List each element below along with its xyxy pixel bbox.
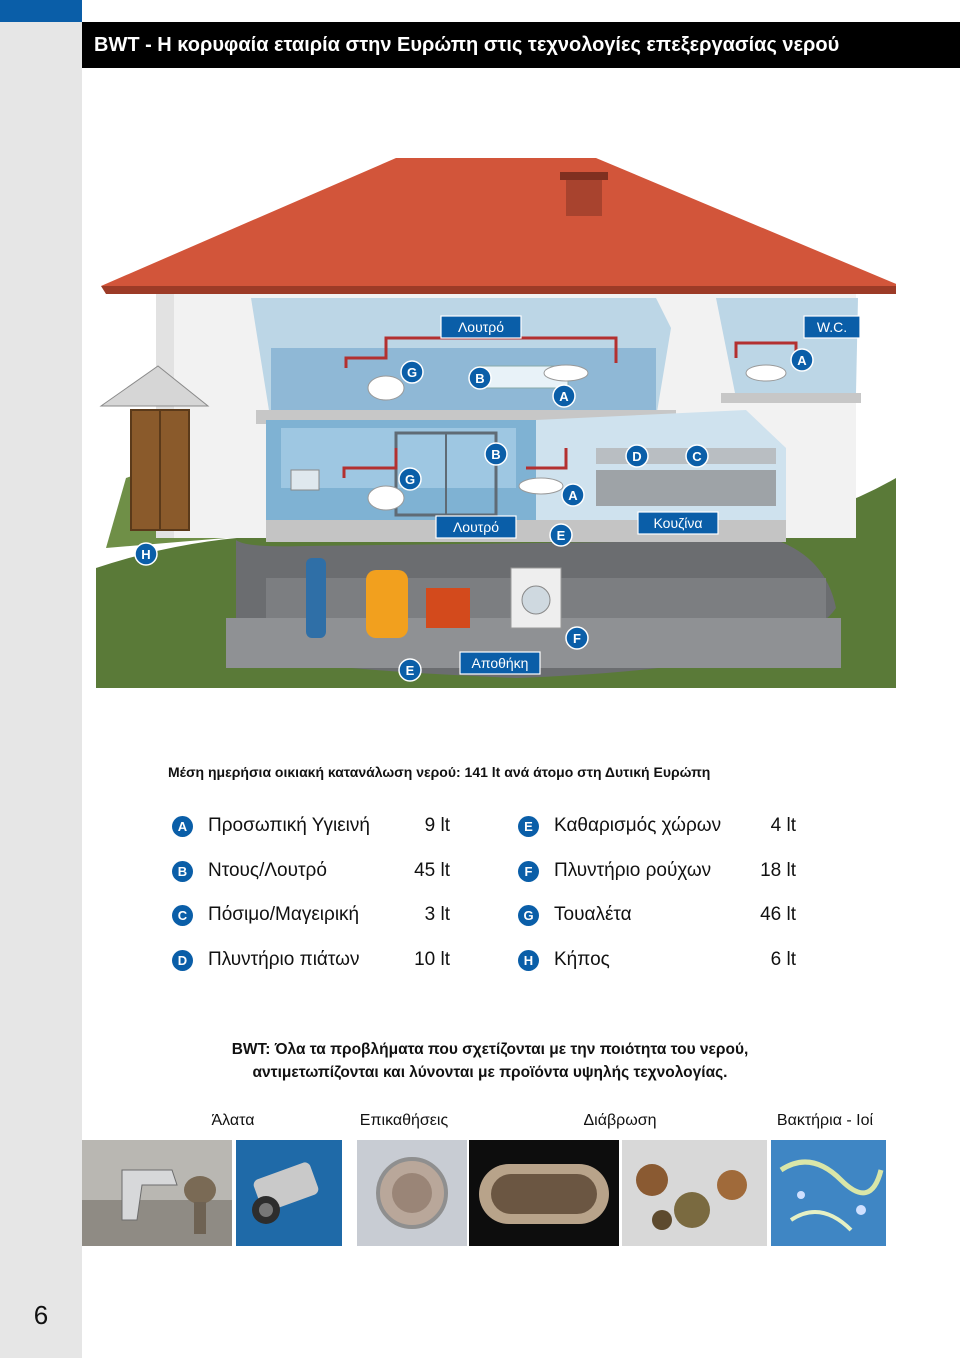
usage-label: Ντους/Λουτρό: [208, 859, 327, 881]
photo-deposits-pipe: [236, 1140, 342, 1246]
photo-scale: [82, 1140, 232, 1246]
marker-a-lower: [562, 484, 584, 506]
svg-text:B: B: [491, 447, 501, 462]
svg-text:A: A: [568, 488, 578, 503]
usage-value: 46 lt: [760, 904, 796, 925]
usage-label: Πόσιμο/Μαγειρική: [208, 904, 360, 925]
sink-lower: [519, 478, 563, 494]
label-wc: [804, 316, 860, 338]
usage-label: Κήπος: [554, 948, 610, 970]
photo-deposits-filter: [357, 1140, 467, 1246]
marker-h: [135, 543, 157, 565]
marker-g-upper: [401, 361, 423, 383]
usage-label: Τουαλέτα: [554, 904, 632, 925]
chimney: [566, 176, 602, 216]
usage-label: Πλυντήριο πιάτων: [208, 948, 360, 970]
boiler: [426, 588, 470, 628]
marker-b-upper: [469, 367, 491, 389]
usage-letter: D: [172, 950, 193, 971]
usage-letter: E: [518, 816, 539, 837]
page-number: 6: [33, 1300, 49, 1330]
usage-value: 10 lt: [414, 948, 450, 970]
usage-letter: H: [518, 950, 539, 971]
tank: [366, 570, 408, 638]
label-kitchen: [638, 512, 718, 534]
side-accent: [0, 0, 82, 22]
svg-text:Λουτρό: Λουτρό: [452, 519, 500, 535]
usage-value: 6 lt: [770, 948, 796, 970]
svg-text:Αποθήκη: Αποθήκη: [471, 655, 529, 671]
svg-text:G: G: [406, 365, 418, 380]
consumption-title: Μέση ημερήσια οικιακή κατανάλωση νερού: 141 lt ανά άτομο στη Δυτική Ευρώπη: [168, 764, 711, 780]
marker-g-lower: [399, 468, 421, 490]
marker-e-kitchen: [550, 524, 572, 546]
usage-value: 3 lt: [424, 904, 450, 925]
usage-value: 18 lt: [760, 859, 796, 881]
gallery-label-bacteria: Βακτήρια - Ιοί: [776, 1112, 874, 1129]
usage-label: Προσωπική Υγιεινή: [208, 815, 370, 836]
svg-text:G: G: [404, 472, 416, 487]
label-storage: [460, 652, 540, 674]
usage-value: 45 lt: [414, 859, 450, 881]
photo-corrosion-fittings: [622, 1140, 767, 1246]
gallery-label-scale: Άλατα: [211, 1112, 255, 1129]
gallery-label-deposits: Επικαθήσεις: [359, 1112, 449, 1129]
svg-text:E: E: [556, 528, 566, 543]
problems-line-2: αντιμετωπίζονται και λύνονται με προϊόντα υψηλής τεχνολογίας.: [252, 1064, 728, 1081]
page-title: BWT - Η κορυφαία εταιρία στην Ευρώπη στις τεχνολογίες επεξεργασίας νερού: [94, 34, 840, 56]
usage-letter: A: [172, 816, 193, 837]
house-illustration: [96, 148, 896, 688]
toilet-upper: [368, 376, 404, 400]
photo-corrosion-pipe: [469, 1140, 619, 1246]
marker-c: [686, 445, 708, 467]
marker-a-wc: [791, 349, 813, 371]
svg-text:H: H: [141, 547, 151, 562]
sink-wc: [746, 365, 786, 381]
label-bath-upper: [441, 316, 521, 338]
usage-letter: G: [518, 905, 539, 926]
usage-value: 9 lt: [424, 815, 450, 836]
usage-value: 4 lt: [770, 815, 796, 836]
svg-text:A: A: [559, 389, 569, 404]
marker-f: [566, 627, 588, 649]
marker-d: [626, 445, 648, 467]
svg-text:B: B: [475, 371, 485, 386]
marker-e-storage: [399, 659, 421, 681]
toilet-lower: [368, 486, 404, 510]
svg-text:W.C.: W.C.: [816, 319, 848, 335]
usage-letter: C: [172, 905, 193, 926]
side-band: [0, 0, 82, 1358]
marker-b-lower: [485, 443, 507, 465]
label-bath-lower: [436, 516, 516, 538]
water-heater: [306, 558, 326, 638]
sink-upper: [544, 365, 588, 381]
svg-text:C: C: [692, 449, 702, 464]
svg-text:D: D: [632, 449, 642, 464]
marker-a-upper: [553, 385, 575, 407]
svg-text:E: E: [405, 663, 415, 678]
usage-label: Καθαρισμός χώρων: [554, 815, 722, 836]
gallery-label-corrosion: Διάβρωση: [583, 1112, 657, 1129]
usage-letter: F: [518, 861, 539, 882]
problems-statement: [140, 1038, 840, 1084]
svg-text:Λουτρό: Λουτρό: [457, 319, 505, 335]
usage-letter: B: [172, 861, 193, 882]
svg-text:F: F: [573, 631, 581, 646]
svg-text:Κουζίνα: Κουζίνα: [653, 515, 703, 531]
svg-text:A: A: [797, 353, 807, 368]
header-bar: [82, 22, 960, 68]
photo-bacteria: [771, 1140, 886, 1246]
roof: [101, 158, 896, 290]
problems-line-1: BWT: Όλα τα προβλήματα που σχετίζονται με την ποιότητα του νερού,: [231, 1041, 749, 1058]
usage-label: Πλυντήριο ρούχων: [554, 859, 712, 881]
